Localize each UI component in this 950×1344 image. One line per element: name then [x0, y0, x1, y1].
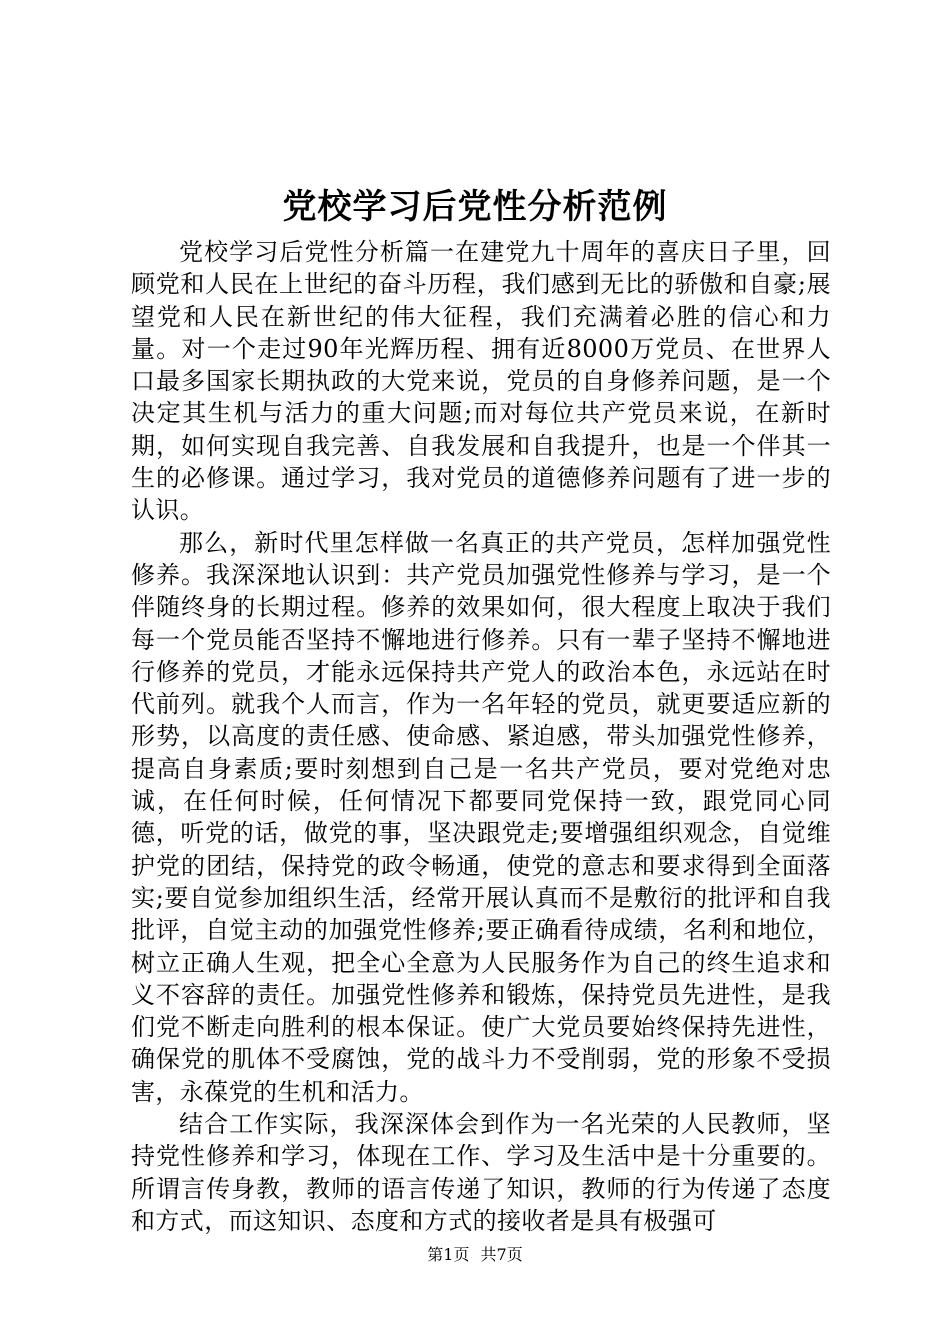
paragraph-2: 那么，新时代里怎样做一名真正的共产党员，怎样加强党性修养。我深深地认识到：共产党员加强党性修养与学习，是一个伴随终身的长期过程。修养的效果如何，很大程度上取决于我们每一个党员能否坚持不懈地进行修养。只有一辈子坚持不懈地进行修养的党员，才能永远保持共产党人的政治本色，永远站在时代前列。就我个人而言，作为一名年轻的党员，就更要适应新的形势，以高度的责任感、使命感、紧迫感，带头加强党性修养，提高自身素质;要时刻想到自己是一名共产党员，要对党绝对忠诚，在任何时候，任何情况下都要同党保持一致，跟党同心同德，听党的话，做党的事，坚决跟党走;要增强组织观念，自觉维护党的团结，保持党的政令畅通，使党的意志和要求得到全面落实;要自觉参加组织生活，经常开展认真而不是敷衍的批评和自我批评，自觉主动的加强党性修养;要正确看待成绩，名利和地位，树立正确人生观，把全心全意为人民服务作为自己的终生追求和义不容辞的责任。加强党性修养和锻炼，保持党员先进性，是我们党不断走向胜利的根本保证。使广大党员要始终保持先进性，确保党的肌体不受腐蚀，党的战斗力不受削弱，党的形象不受损害，永葆党的生机和活力。 — [131, 528, 831, 1106]
page-title: 党校学习后党性分析范例 — [282, 187, 668, 227]
document-body — [131, 236, 831, 1237]
page-footer — [0, 1243, 950, 1267]
paragraph-3: 结合工作实际，我深深体会到作为一名光荣的人民教师，坚持党性修养和学习，体现在工作、学习及生活中是十分重要的。所谓言传身教，教师的语言传递了知识，教师的行为传递了态度和方式，而这知识、态度和方式的接收者是具有极强可 — [131, 1110, 831, 1235]
page-number-label: 第1页 共7页 — [427, 1245, 523, 1264]
paragraph-1: 党校学习后党性分析篇一在建党九十周年的喜庆日子里，回顾党和人民在上世纪的奋斗历程，我们感到无比的骄傲和自豪;展望党和人民在新世纪的伟大征程，我们充满着必胜的信心和力量。对一个走过90年光辉历程、拥有近8000万党员、在世界人口最多国家长期执政的大党来说，党员的自身修养问题，是一个决定其生机与活力的重大问题;而对每位共产党员来说，在新时期，如何实现自我完善、自我发展和自我提升，也是一个伴其一生的必修课。通过学习，我对党员的道德修养问题有了进一步的认识。 — [131, 238, 831, 525]
